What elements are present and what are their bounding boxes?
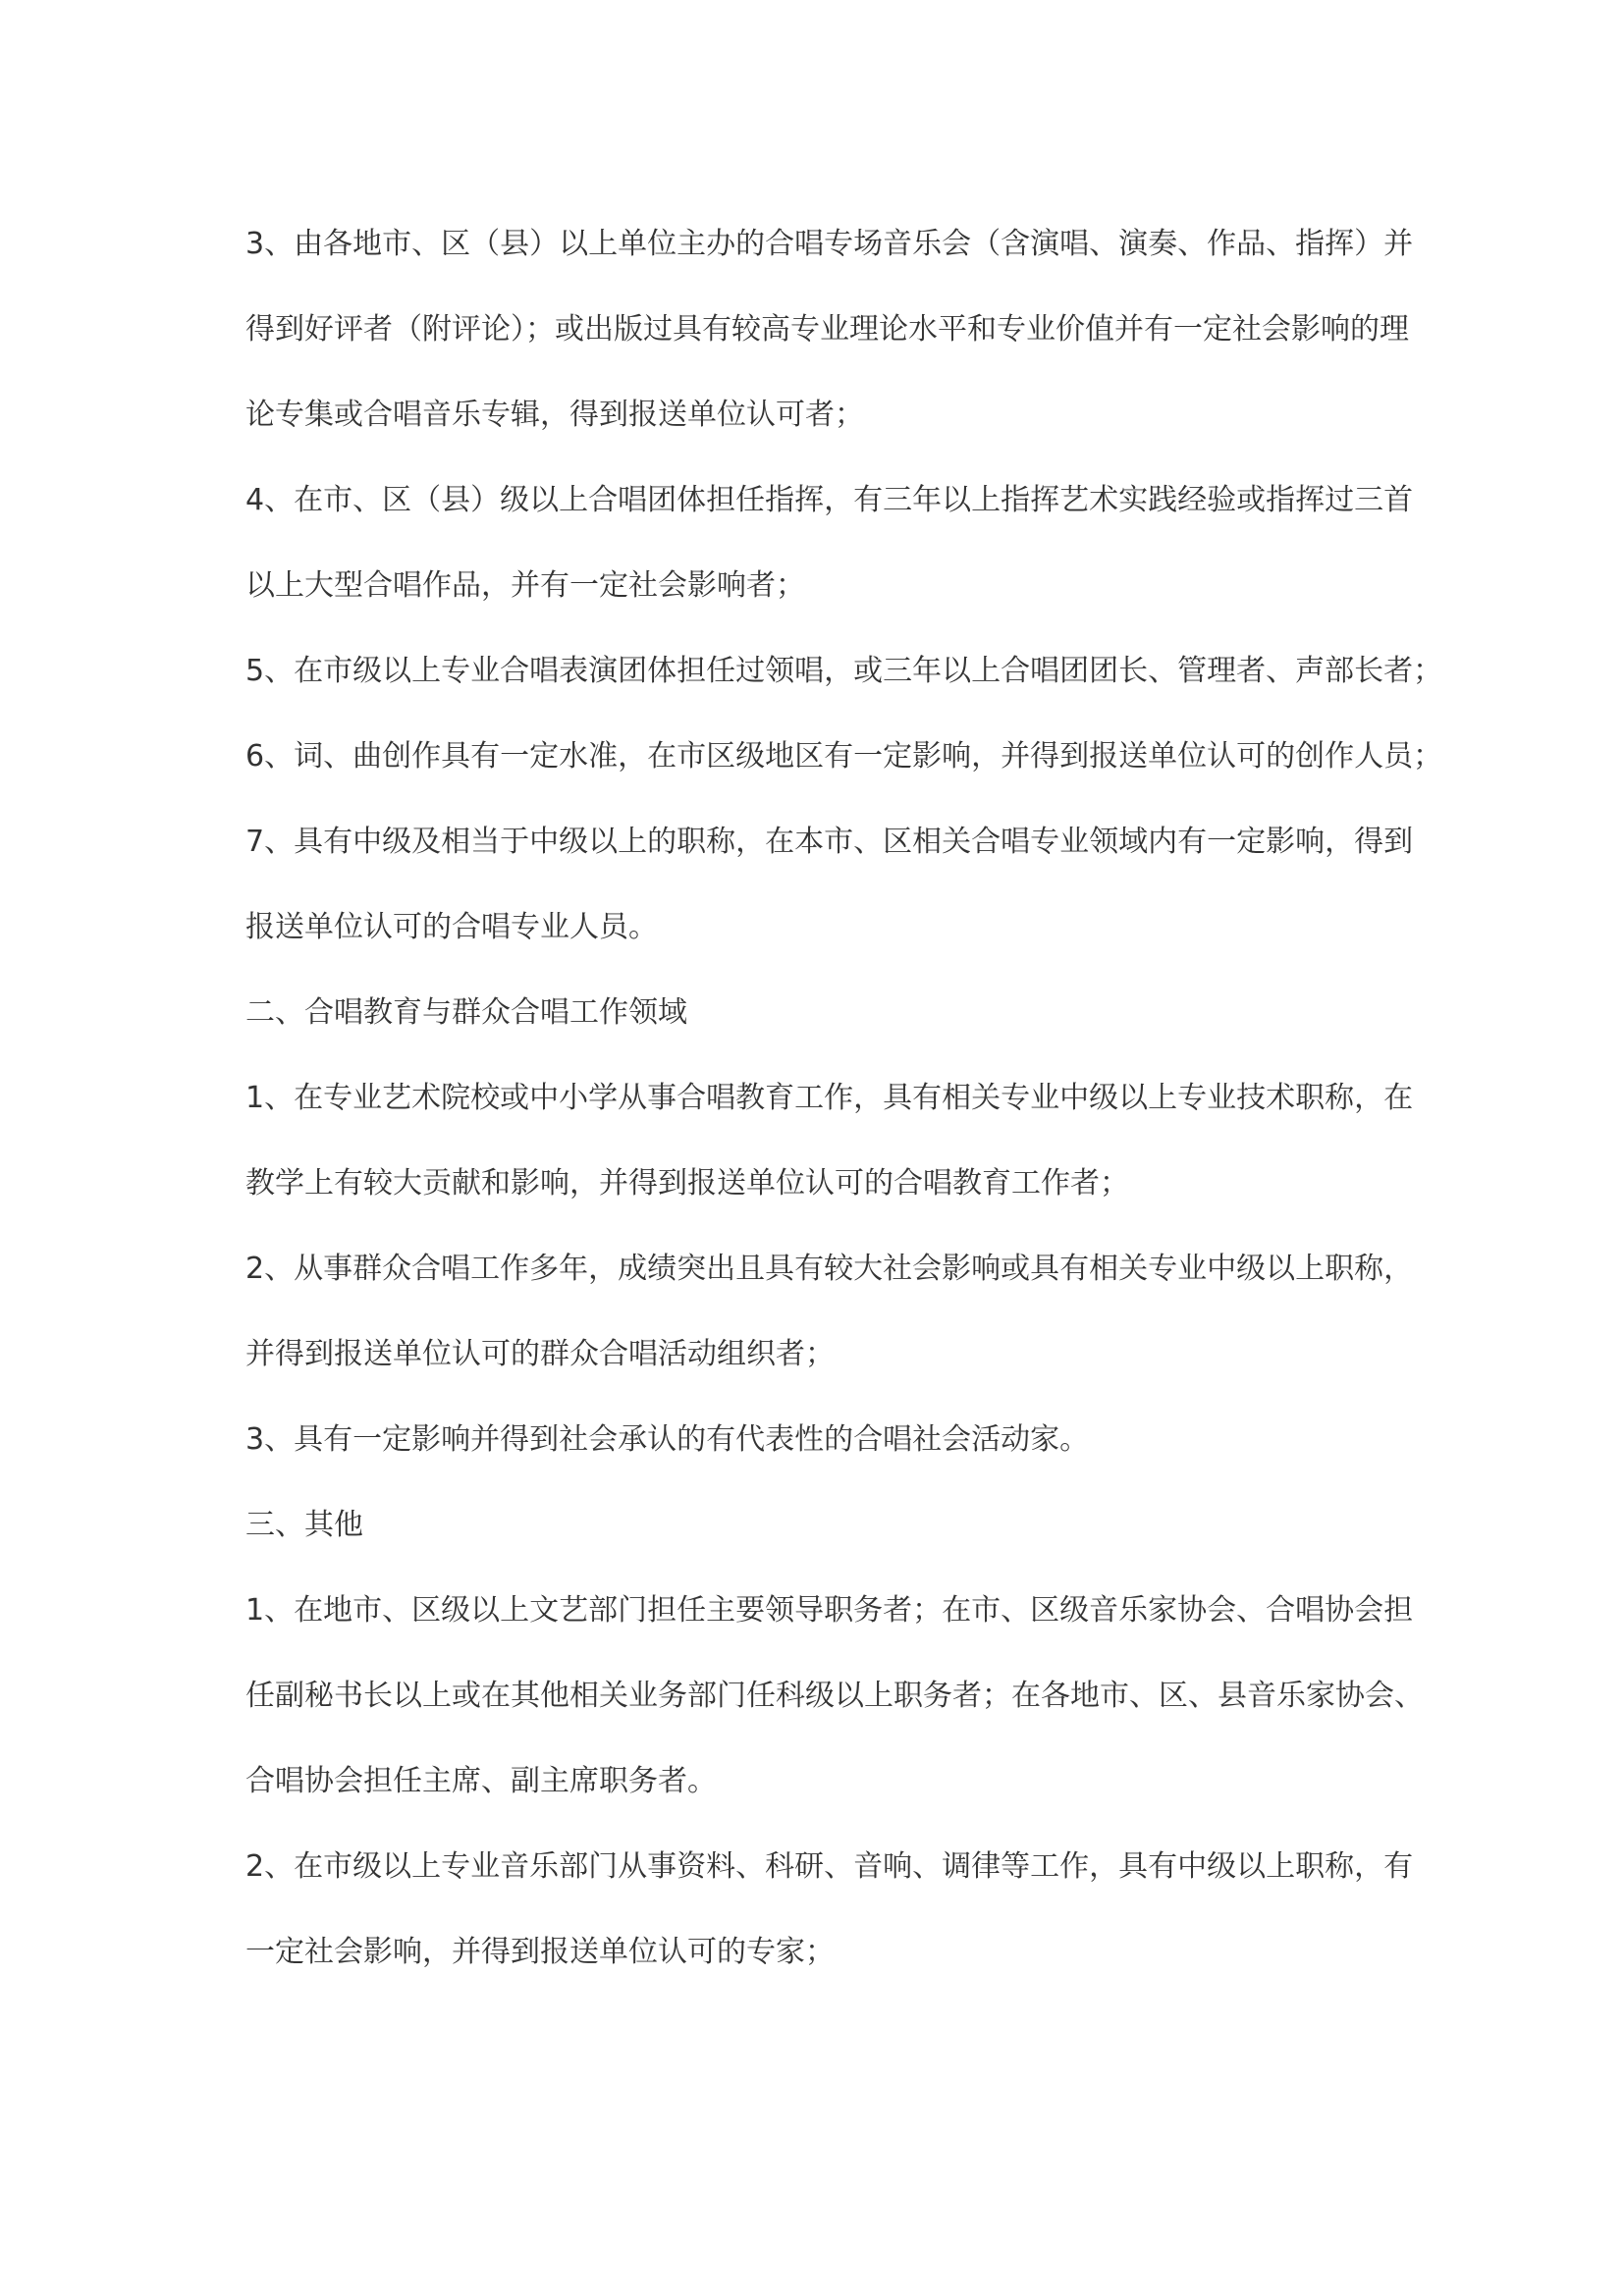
text-line: 4、在市、区（县）级以上合唱团体担任指挥，有三年以上指挥艺术实践经验或指挥过三首 (245, 483, 1414, 517)
text-line: 论专集或合唱音乐专辑，得到报送单位认可者； (245, 398, 864, 432)
section-heading: 二、合唱教育与群众合唱工作领域 (245, 995, 687, 1030)
text-line: 7、具有中级及相当于中级以上的职称，在本市、区相关合唱专业领域内有一定影响，得到 (245, 825, 1414, 859)
text-line: 1、在专业艺术院校或中小学从事合唱教育工作，具有相关专业中级以上专业技术职称，在 (245, 1081, 1414, 1115)
document-body (245, 201, 1443, 1995)
text-line: 1、在地市、区级以上文艺部门担任主要领导职务者；在市、区级音乐家协会、合唱协会担 (245, 1593, 1414, 1628)
text-line: 报送单位认可的合唱专业人员。 (245, 910, 658, 944)
text-line: 教学上有较大贡献和影响，并得到报送单位认可的合唱教育工作者； (245, 1166, 1129, 1201)
text-line: 一定社会影响，并得到报送单位认可的专家； (245, 1935, 835, 1969)
text-line: 并得到报送单位认可的群众合唱活动组织者； (245, 1337, 835, 1371)
text-line: 任副秘书长以上或在其他相关业务部门任科级以上职务者；在各地市、区、县音乐家协会、 (245, 1679, 1424, 1713)
text-line: 合唱协会担任主席、副主席职务者。 (245, 1764, 717, 1798)
section-heading: 三、其他 (245, 1508, 363, 1542)
text-line: 3、具有一定影响并得到社会承认的有代表性的合唱社会活动家。 (245, 1422, 1090, 1457)
text-line: 3、由各地市、区（县）以上单位主办的合唱专场音乐会（含演唱、演奏、作品、指挥）并 (245, 227, 1414, 261)
text-line: 以上大型合唱作品，并有一定社会影响者； (245, 568, 805, 603)
text-line: 得到好评者（附评论）；或出版过具有较高专业理论水平和专业价值并有一定社会影响的理 (245, 312, 1409, 347)
text-line: 2、在市级以上专业音乐部门从事资料、科研、音响、调律等工作，具有中级以上职称，有 (245, 1849, 1414, 1884)
text-line: 6、词、曲创作具有一定水准，在市区级地区有一定影响，并得到报送单位认可的创作人员； (245, 739, 1443, 774)
text-line: 2、从事群众合唱工作多年，成绩突出且具有较大社会影响或具有相关专业中级以上职称， (245, 1252, 1414, 1286)
text-line: 5、在市级以上专业合唱表演团体担任过领唱，或三年以上合唱团团长、管理者、声部长者； (245, 654, 1443, 688)
